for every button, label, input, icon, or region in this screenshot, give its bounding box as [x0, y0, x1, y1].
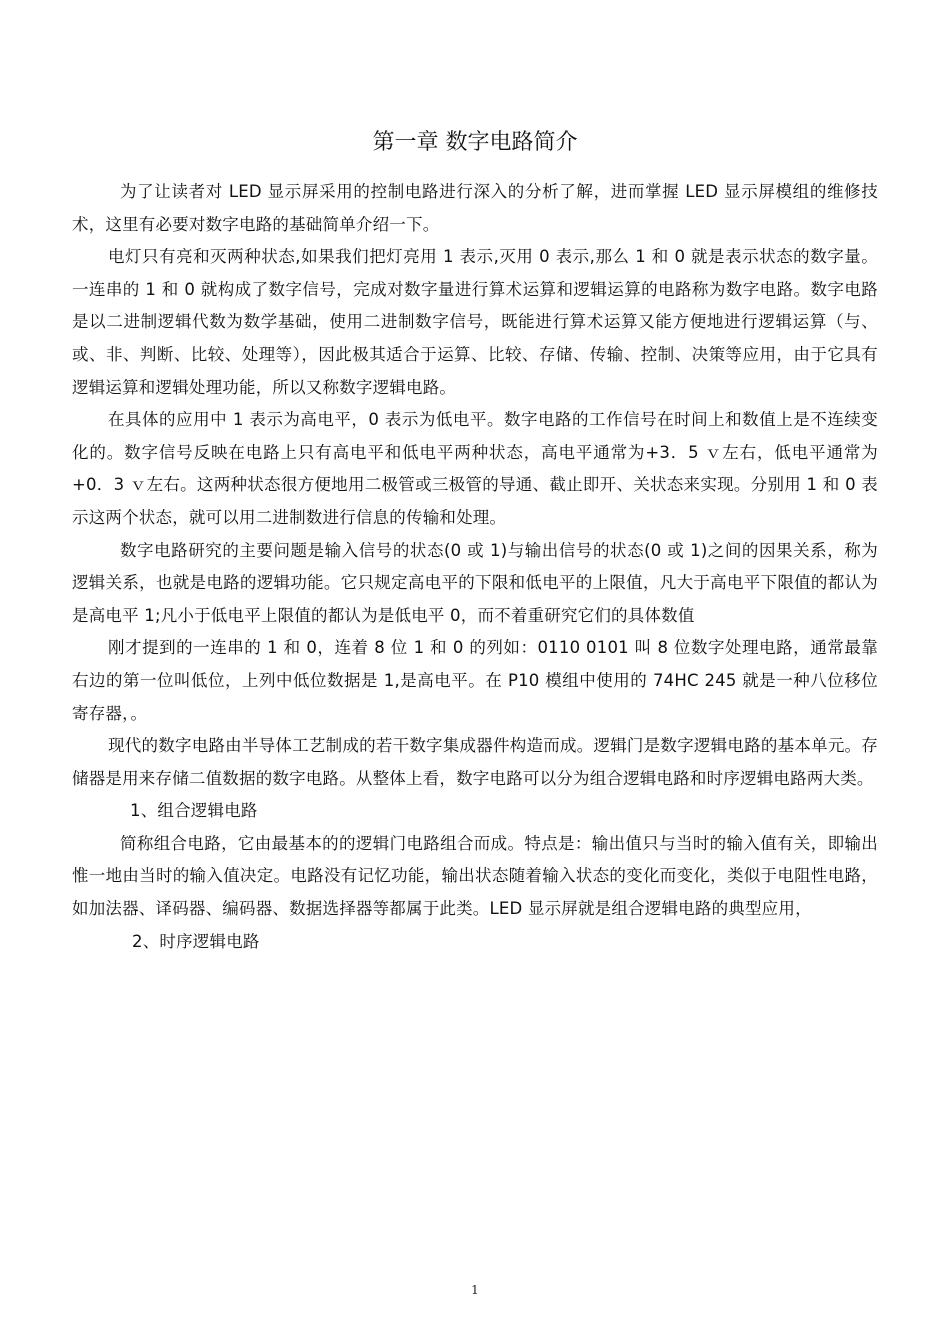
paragraph-digital-quantity: 电灯只有亮和灭两种状态,如果我们把灯亮用 1 表示,灭用 0 表示,那么 1 和 0 就是表示状态的数字量。一连串的 1 和 0 就构成了数字信号，完成对数字量进行算术运算和逻辑运算的电路称为数字电路。数字电路是以二进制逻辑代数为数学基础，使用二进制数字信号，既能进行算术运算又能方便地进行逻辑运算（与、或、非、判断、比较、处理等），因此极其适合于运算、比较、存储、传输、控制、决策等应用，由于它具有逻辑运算和逻辑处理功能，所以又称数字逻辑电路。 [72, 247, 878, 397]
document-body [72, 176, 878, 958]
paragraph-logic-relation: 数字电路研究的主要问题是输入信号的状态(0 或 1)与输出信号的状态(0 或 1)之间的因果关系，称为逻辑关系，也就是电路的逻辑功能。它只规定高电平的下限和低电平的上限值，凡大于高电平下限值的都认为是高电平 1;凡小于低电平上限值的都认为是低电平 0，而不着重研究它们的具体数值 [72, 540, 878, 625]
paragraph-modern-circuits: 现代的数字电路由半导体工艺制成的若干数字集成器件构造而成。逻辑门是数字逻辑电路的基本单元。存储器是用来存储二值数据的数字电路。从整体上看，数字电路可以分为组合逻辑电路和时序逻辑电路两大类。 [72, 736, 878, 788]
paragraph-combinational: 简称组合电路，它由最基本的的逻辑门电路组合而成。特点是：输出值只与当时的输入值有关，即输出惟一地由当时的输入值决定。电路没有记忆功能，输出状态随着输入状态的变化而变化，类似于电阻性电路，如加法器、译码器、编码器、数据选择器等都属于此类。LED 显示屏就是组合逻辑电路的典型应用， [72, 833, 878, 919]
page-number: 1 [471, 1283, 479, 1297]
section-heading-sequential: 2、时序逻辑电路 [132, 931, 260, 951]
section-heading-combinational: 1、组合逻辑电路 [130, 801, 258, 821]
chapter-title: 第一章 数字电路简介 [372, 130, 578, 155]
paragraph-voltage-levels: 在具体的应用中 1 表示为高电平，0 表示为低电平。数字电路的工作信号在时间上和数值上是不连续变化的。数字信号反映在电路上只有高电平和低电平两种状态，高电平通常为+3．5 ｖ左右，低电平通常为+0．3 ｖ左右。这两种状态很方便地用二极管或三极管的导通、截止即开、关状态来实现。分别用 1 和 0 表示这两个状态，就可以用二进制数进行信息的传输和处理。 [72, 410, 879, 527]
paragraph-intro: 为了让读者对 LED 显示屏采用的控制电路进行深入的分析了解，进而掌握 LED 显示屏模组的维修技术，这里有必要对数字电路的基础简单介绍一下。 [72, 182, 878, 234]
paragraph-bit-example: 刚才提到的一连串的 1 和 0，连着 8 位 1 和 0 的列如：0110 0101 叫 8 位数字处理电路，通常最靠右边的第一位叫低位，上列中低位数据是 1,是高电平。在 P10 模组中使用的 74HC 245 就是一种八位移位寄存器，。 [72, 638, 878, 723]
